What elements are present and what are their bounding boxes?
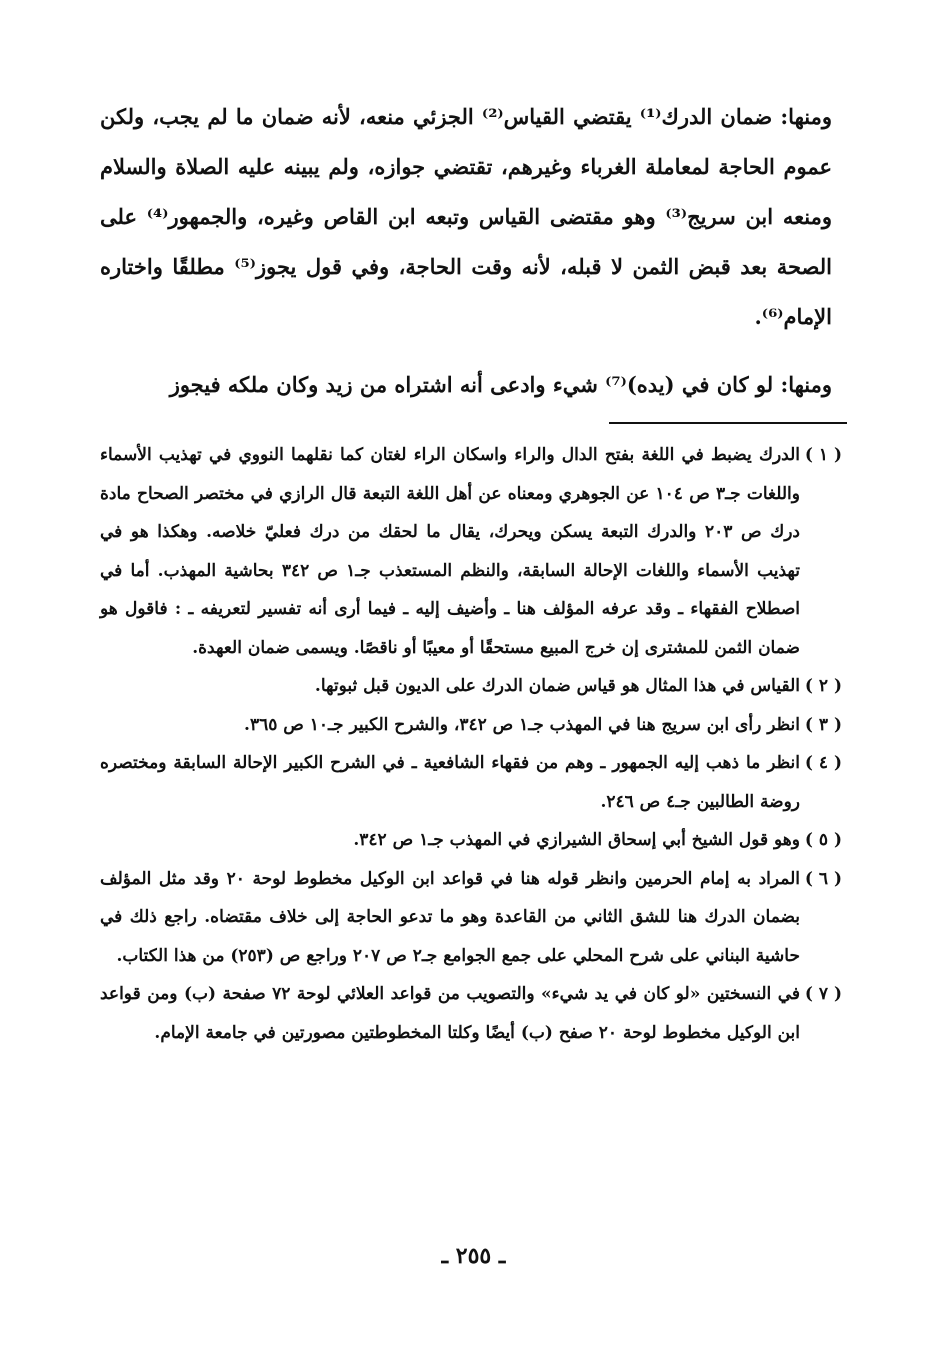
footnote-number: ( ٤ )	[804, 753, 842, 773]
footnote-number: ( ٥ )	[804, 830, 842, 850]
footnote-separator	[609, 422, 847, 424]
footnote-text: المراد به إمام الحرمين وانظر قوله هنا في قواعد ابن الوكيل مخطوط لوحة ٢٠ وقد مثل المؤلف بضمان الدرك هنا للشق الثاني من القاعدة وهو ما تدعو الحاجة إلى خلاف مقتضاه. راجع ذلك في حاشية البناني على شرح المحلي على جمع الجوامع جـ٢ ص ٢٠٧ وراجع ص (٢٥٣) من هذا الكتاب.	[100, 868, 800, 966]
footnote-number: ( ٢ )	[804, 676, 842, 696]
footnote-4	[100, 744, 842, 821]
footnote-2	[100, 667, 842, 706]
footnote-5	[100, 821, 842, 860]
footnote-number: ( ٧ )	[804, 984, 842, 1004]
footnote-text: وهو قول الشيخ أبي إسحاق الشيرازي في المهذب جـ١ ص ٣٤٢.	[353, 830, 800, 850]
footnote-number: ( ٣ )	[804, 714, 842, 735]
footnote-7	[100, 975, 842, 1052]
footnote-text: في النسختين «لو كان في يد شيء» والتصويب من قواعد العلائي لوحة ٧٢ صفحة (ب) ومن قواعد ابن الوكيل مخطوط لوحة ٢٠ صفح (ب) أيضًا وكلتا المخطوطتين مصورتين في جامعة الإمام.	[100, 984, 801, 1043]
footnote-number: ( ٦ )	[804, 868, 842, 889]
footnote-text: القياس في هذا المثال هو قياس ضمان الدرك على الديون قبل ثبوتها.	[314, 676, 800, 696]
page-number: ـ ٢٥٥ ـ	[441, 1243, 506, 1269]
footnote-number: ( ١ )	[804, 445, 842, 465]
main-text	[100, 92, 832, 410]
footnote-1	[100, 436, 842, 667]
footnote-6	[100, 860, 842, 976]
footnote-text: انظر رأى ابن سريج هنا في المهذب جـ١ ص ٣٤٢، والشرح الكبير جـ١٠ ص ٣٦٥.	[244, 714, 800, 735]
paragraph-1: ومنها: ضمان الدرك⁽¹⁾ يقتضي القياس⁽²⁾ الجزئي منعه، لأنه ضمان ما لم يجب، ولكن عموم الحاجة لمعاملة الغرباء وغيرهم، تقتضي جوازه، ولم يبينه عليه الصلاة والسلام ومنعه ابن سريج⁽³⁾ وهو مقتضى القياس وتبعه ابن القاص وغيره، والجمهور⁽⁴⁾ على الصحة بعد قبض الثمن لا قبله، لأنه وقت الحاجة، وفي قول يجوز⁽⁵⁾ مطلقًا واختاره الإمام⁽⁶⁾.	[100, 104, 832, 329]
paragraph-2: ومنها: لو كان في (يده)⁽⁷⁾ شيء وادعى أنه اشتراه من زيد وكان ملكه فيجوز	[169, 372, 832, 397]
footnotes	[100, 436, 842, 1052]
footnote-3	[100, 706, 842, 745]
footnote-text: الدرك يضبط في اللغة بفتح الدال والراء واسكان الراء لغتان كما نقلهما النووي في تهذيب الأسماء واللغات جـ٣ ص ١٠٤ عن الجوهري ومعناه عن أهل اللغة التبعة قال الرازي في مختصر الصحاح مادة درك ص ٢٠٣ والدرك التبعة يسكن ويحرك، يقال ما لحقك من درك فعليّ خلاصه. وهكذا هو في تهذيب الأسماء واللغات الإحالة السابقة، والنظم المستعذب جـ١ ص ٣٤٢ بحاشية المهذب. أما في اصطلاح الفقهاء ـ وقد عرفه المؤلف هنا ـ وأضيف إليه ـ فيما أرى أنه تفسير لتعريفه ـ : فاقول هو ضمان الثمن للمشترى إن خرج المبيع مستحقًا أو معيبًا أو ناقصًا. ويسمى ضمان العهدة.	[100, 445, 800, 658]
footnote-text: انظر ما ذهب إليه الجمهور ـ وهم من فقهاء الشافعية ـ في الشرح الكبير الإحالة السابقة ومختصره روضة الطالبين جـ٤ ص ٢٤٦.	[100, 753, 800, 812]
